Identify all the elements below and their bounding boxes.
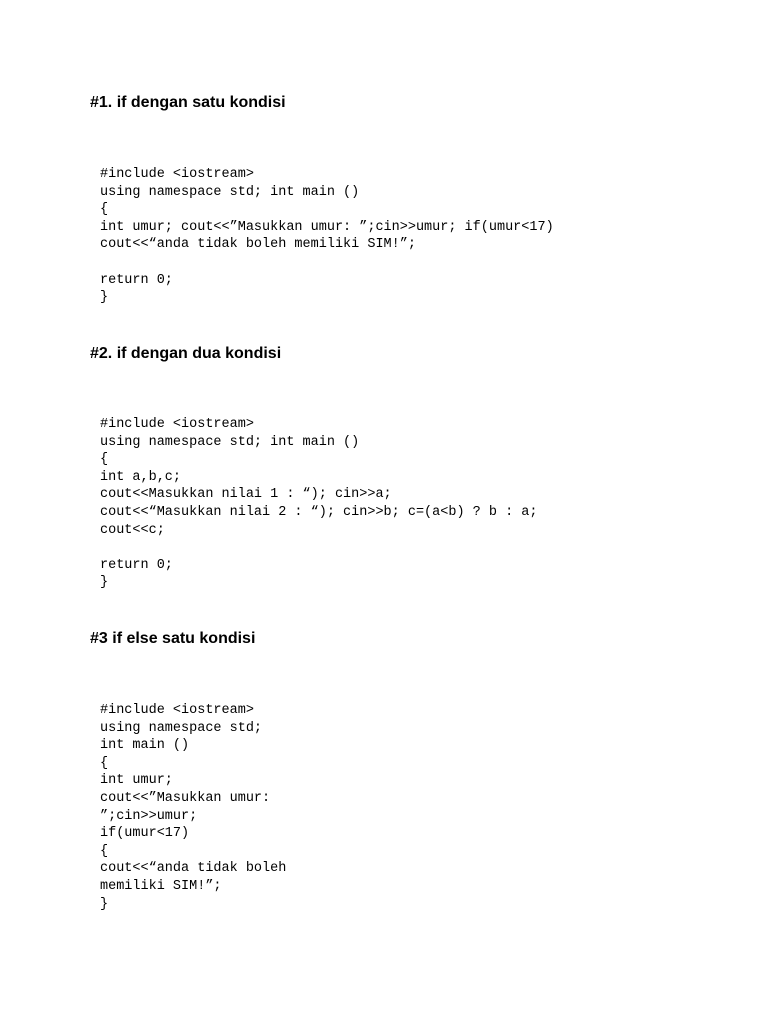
code-line [100, 539, 537, 557]
code-line: int main () [100, 738, 190, 754]
code-line: return 0; [100, 557, 173, 573]
code-line: using namespace std; [100, 720, 263, 736]
code-line: cout<<c; [100, 522, 165, 538]
code-line: { [100, 202, 109, 218]
code-line: } [100, 575, 109, 591]
section-1-code-block [100, 166, 554, 307]
code-line: using namespace std; int main () [100, 434, 360, 450]
code-line: } [100, 896, 109, 912]
code-line: #include <iostream> [100, 703, 254, 718]
code-line: if(umur<17) [100, 826, 190, 842]
code-line: int umur; [100, 773, 173, 789]
code-line: memiliki SIM!”; [100, 878, 222, 894]
code-line: cout<<Masukkan nilai 1 : “); cin>>a; [100, 487, 392, 503]
section-2-code-block [100, 416, 537, 592]
code-line: { [100, 843, 109, 859]
code-line: #include <iostream> [100, 167, 254, 182]
code-line: { [100, 452, 109, 468]
code-line: } [100, 290, 109, 306]
code-line: cout<<“anda tidak boleh [100, 861, 287, 877]
code-line: using namespace std; int main () [100, 184, 360, 200]
section-3-code-block [100, 702, 286, 913]
code-line: cout<<“anda tidak boleh memiliki SIM!”; [100, 237, 416, 253]
code-line: cout<<”Masukkan umur: [100, 790, 271, 806]
section-3-heading: #3 if else satu kondisi [90, 630, 256, 647]
section-1-heading: #1. if dengan satu kondisi [90, 94, 286, 111]
code-line: { [100, 755, 109, 771]
code-line: int umur; cout<<”Masukkan umur: ”;cin>>umur; if(umur<17) [100, 219, 554, 235]
code-line: return 0; [100, 272, 173, 288]
code-line [100, 254, 554, 272]
section-2-heading: #2. if dengan dua kondisi [90, 345, 282, 362]
code-line: cout<<“Masukkan nilai 2 : “); cin>>b; c=(a<b) ? b : a; [100, 504, 538, 520]
code-line: #include <iostream> [100, 417, 254, 432]
code-line: int a,b,c; [100, 469, 182, 485]
code-line: ”;cin>>umur; [100, 808, 198, 824]
